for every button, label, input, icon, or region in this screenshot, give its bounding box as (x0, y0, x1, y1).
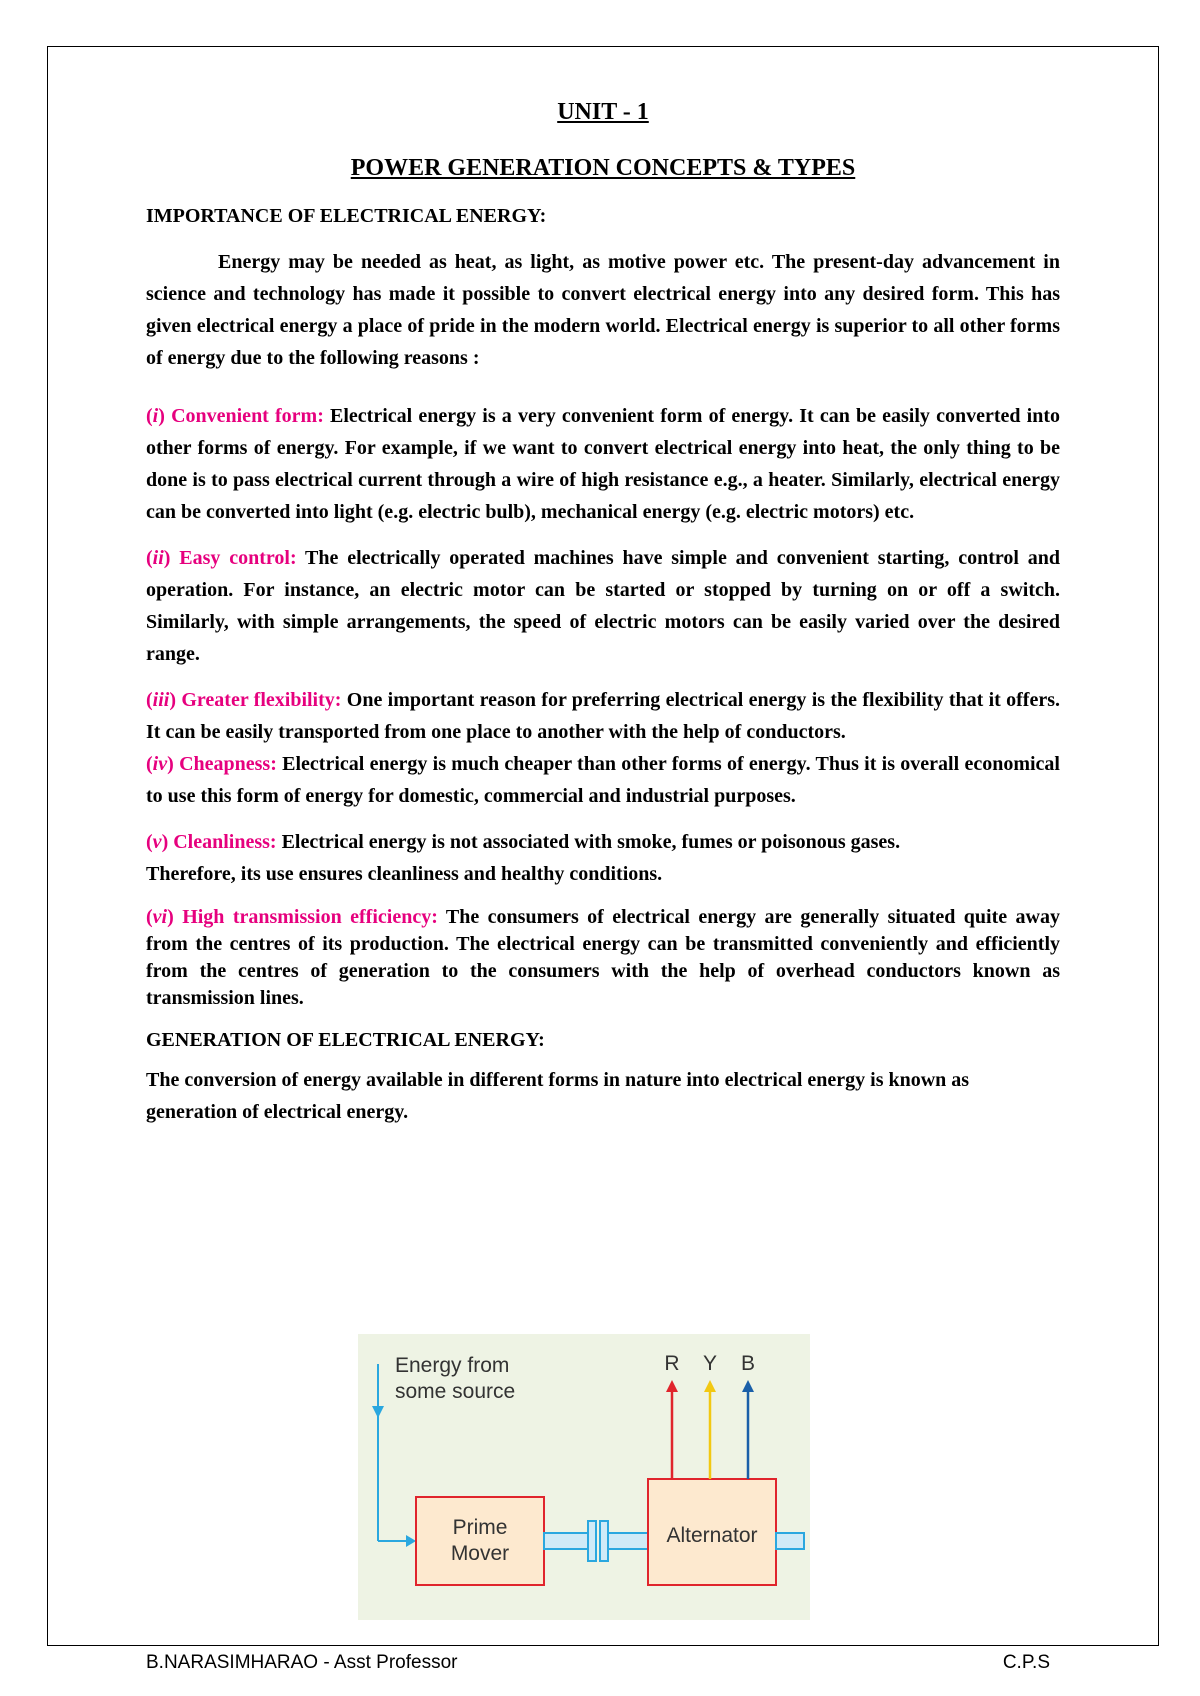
footer-dept: C.P.S (1002, 1652, 1050, 1673)
prime-mover-label-line2: Mover (450, 1542, 510, 1565)
reason-label: (ii) Easy control: (146, 547, 297, 569)
reason-label: (i) Convenient form: (146, 405, 324, 427)
shaft-middle (608, 1533, 648, 1549)
reason-text: The electrically operated machines have simple and convenient starting, control and operation. For instance, an electric motor can be started or stopped by turning on or off a switch. Similarly, with simple arrangements, the speed of electric motors can be easily varied over the desired range. (146, 547, 1060, 665)
reason-convenient-form (146, 400, 1060, 528)
coupling-left (588, 1521, 596, 1561)
reason-easy-control (146, 542, 1060, 670)
footer-author: B.NARASIMHARAO - Asst Professor (146, 1652, 458, 1673)
alternator-label: Alternator (666, 1524, 758, 1547)
coupling-right (600, 1521, 608, 1561)
reason-label: (v) Cleanliness: (146, 831, 277, 853)
reason-text: One important reason for preferring electrical energy is the flexibility that it offers. It can be easily transported from one place to another with the help of conductors. (146, 689, 1060, 743)
page-title: POWER GENERATION CONCEPTS & TYPES (350, 155, 856, 181)
phase-y-label: Y (702, 1352, 718, 1375)
reason-text: Electrical energy is not associated with smoke, fumes or poisonous gases. (276, 831, 901, 853)
generation-block-diagram (358, 1334, 810, 1620)
shaft-right (776, 1533, 804, 1549)
phase-r-label: R (664, 1352, 680, 1375)
generation-definition: The conversion of energy available in different forms in nature into electrical energy is known as generation of electrical energy. (146, 1069, 970, 1123)
reason-text: The consumers of electrical energy are generally situated quite away from the centres of its production. The electrical energy can be transmitted conveniently and efficiently from the centres of generation to the consumers with the help of overhead conductors known as transmission lines. (146, 906, 1060, 1009)
reason-label: (vi) High transmission efficiency: (146, 906, 438, 928)
cleanliness-followup: Therefore, its use ensures cleanliness and healthy conditions. (146, 863, 663, 885)
document-body (146, 96, 1060, 1128)
phase-b-label: B (740, 1352, 756, 1375)
source-label-line1: Energy from (395, 1354, 510, 1377)
reason-cleanliness (146, 826, 1060, 858)
reason-label: (iii) Greater flexibility: (146, 689, 342, 711)
reason-label: (iv) Cheapness: (146, 753, 277, 775)
diagram-svg (358, 1334, 810, 1620)
prime-mover-label-line1: Prime (452, 1516, 508, 1539)
source-label-line2: some source (395, 1380, 516, 1403)
reason-text: Electrical energy is much cheaper than other forms of energy. Thus it is overall economical to use this form of energy for domestic, commercial and industrial purposes. (146, 753, 1060, 807)
reason-transmission-efficiency (146, 904, 1060, 1012)
reason-cheapness (146, 748, 1060, 812)
prime-mover-box (416, 1497, 544, 1585)
section-heading-importance: IMPORTANCE OF ELECTRICAL ENERGY: (146, 205, 547, 227)
reason-text: Electrical energy is a very convenient form of energy. It can be easily converted into other forms of energy. For example, if we want to convert electrical energy into heat, the only thing to be done is to pass electrical current through a wire of high resistance e.g., a heater. Similarly, electrical energy can be converted into light (e.g. electric bulb), mechanical energy (e.g. electric motors) etc. (146, 405, 1060, 523)
section-heading-generation: GENERATION OF ELECTRICAL ENERGY: (146, 1029, 545, 1051)
reason-greater-flexibility (146, 684, 1060, 748)
shaft-left (544, 1533, 588, 1549)
intro-paragraph: Energy may be needed as heat, as light, as motive power etc. The present-day advancement in science and technology has made it possible to convert electrical energy into any desired form. This has given electrical energy a place of pride in the modern world. Electrical energy is superior to all other forms of energy due to the following reasons : (146, 251, 1060, 369)
unit-title: UNIT - 1 (557, 99, 649, 125)
